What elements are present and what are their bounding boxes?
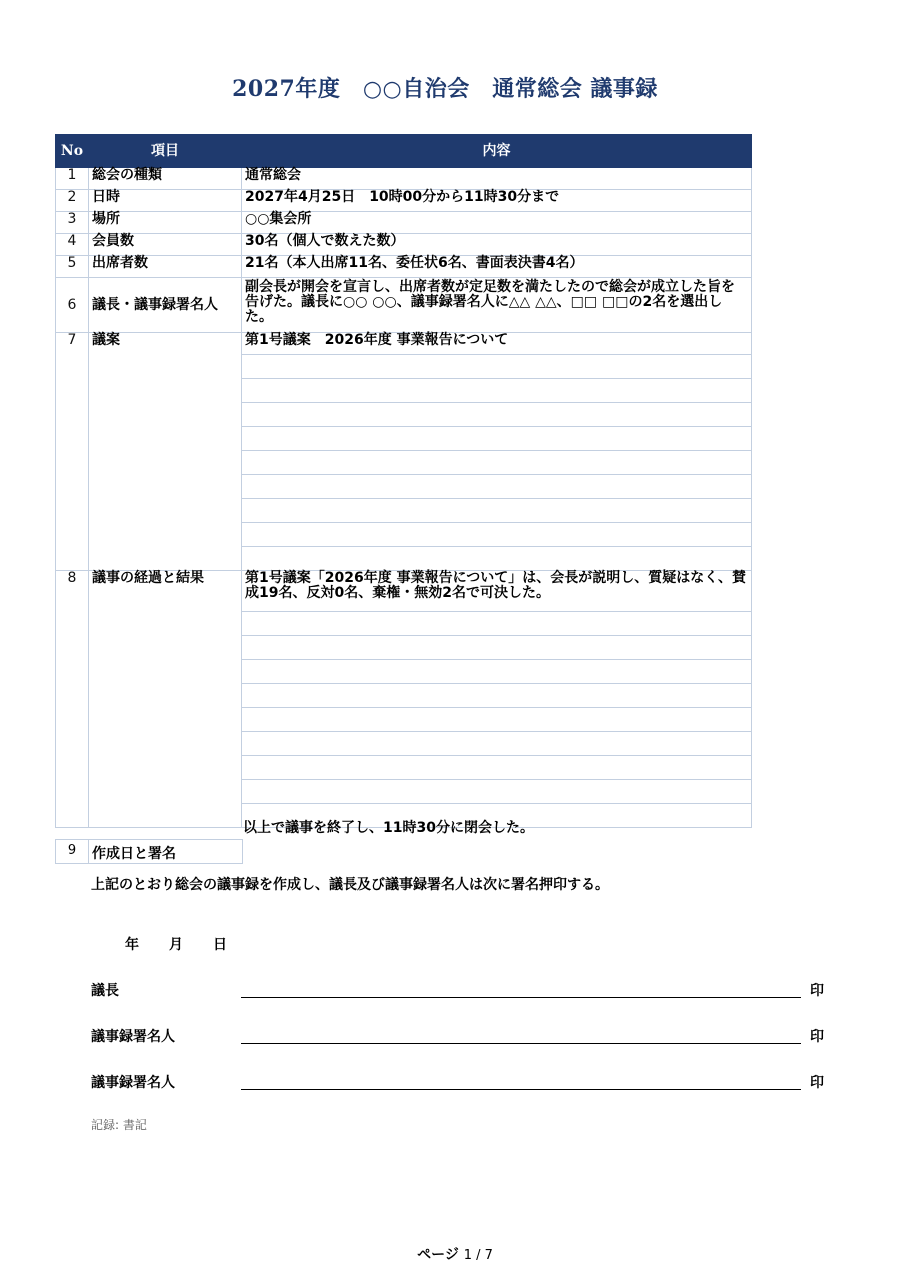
blank-cell[interactable] [242,684,752,708]
table-row [56,333,752,355]
page-number: 1 / 7 [463,1248,493,1263]
row-item: 会員数 [89,234,242,256]
row-no: 7 [56,333,89,571]
row-content: 通常総会 [242,168,752,190]
day-label: 日 [213,937,227,953]
blank-cell[interactable] [242,732,752,756]
row-item: 議事の経過と結果 [89,571,242,828]
blank-cell[interactable] [242,547,752,571]
document-title: 2027年度 ○○自治会 通常総会 議事録 [232,76,658,102]
blank-cell[interactable] [242,475,752,499]
table-row [56,840,243,864]
row-item: 総会の種類 [89,168,242,190]
signature-line[interactable] [241,1089,801,1090]
seal-mark: 印 [810,1075,824,1091]
table-row [56,190,752,212]
row-item: 日時 [89,190,242,212]
month-label: 月 [169,937,183,953]
year-label: 年 [125,937,139,953]
header-content: 内容 [242,135,752,168]
row-no: 1 [56,168,89,190]
blank-cell[interactable] [242,403,752,427]
row-content: ○○集会所 [242,212,752,234]
row-no: 3 [56,212,89,234]
table-row [56,234,752,256]
blank-cell[interactable] [242,780,752,804]
page-footer [0,1244,910,1264]
table-row [56,256,752,278]
signing-statement: 上記のとおり総会の議事録を作成し、議長及び議事録署名人は次に署名押印する。 [91,877,609,893]
blank-cell[interactable] [242,612,752,636]
table-row [56,278,752,333]
blank-cell[interactable] [242,523,752,547]
date-line [125,934,227,954]
blank-cell[interactable] [242,427,752,451]
row-content: 第1号議案 2026年度 事業報告について [242,333,752,355]
seal-mark: 印 [810,983,824,999]
blank-cell[interactable] [242,756,752,780]
recorder-note: 記録: 書記 [91,1118,147,1132]
signature-line[interactable] [241,1043,801,1044]
row-content: 第1号議案「2026年度 事業報告について」は、会長が説明し、質疑はなく、賛成19名、反対0名、棄権・無効2名で可決した。 [242,571,752,612]
page-label: ページ [417,1247,459,1263]
blank-cell[interactable] [242,660,752,684]
blank-cell[interactable] [242,499,752,523]
table-row [56,212,752,234]
minutes-table [55,134,752,828]
closing-statement: 以上で議事を終了し、11時30分に閉会した。 [243,820,534,836]
row-no: 8 [56,571,89,828]
row-no: 4 [56,234,89,256]
row-content: 21名（本人出席11名、委任状6名、書面表決書4名） [242,256,752,278]
row-no: 9 [56,840,89,864]
row-no: 5 [56,256,89,278]
table-row [56,168,752,190]
row-content: 2027年4月25日 10時00分から11時30分まで [242,190,752,212]
signature-table [55,839,243,864]
row-content: 副会長が開会を宣言し、出席者数が定足数を満たしたので総会が成立した旨を告げた。議長に○○ ○○、議事録署名人に△△ △△、□□ □□の2名を選出した。 [242,278,752,333]
blank-cell[interactable] [242,379,752,403]
signer-label: 議長 [91,983,119,999]
seal-mark: 印 [810,1029,824,1045]
table-row [56,571,752,612]
signer-label: 議事録署名人 [91,1029,175,1045]
row-content: 30名（個人で数えた数） [242,234,752,256]
row-item: 議案 [89,333,242,571]
row-item: 議長・議事録署名人 [89,278,242,333]
header-no: No [56,135,89,168]
row-no: 2 [56,190,89,212]
blank-cell[interactable] [242,636,752,660]
header-item: 項目 [89,135,242,168]
blank-cell[interactable] [242,708,752,732]
blank-cell[interactable] [242,355,752,379]
table-header-row [56,135,752,168]
signature-line[interactable] [241,997,801,998]
row-item: 出席者数 [89,256,242,278]
row-item: 作成日と署名 [89,840,243,864]
row-item: 場所 [89,212,242,234]
blank-cell[interactable] [242,451,752,475]
signer-label: 議事録署名人 [91,1075,175,1091]
row-no: 6 [56,278,89,333]
